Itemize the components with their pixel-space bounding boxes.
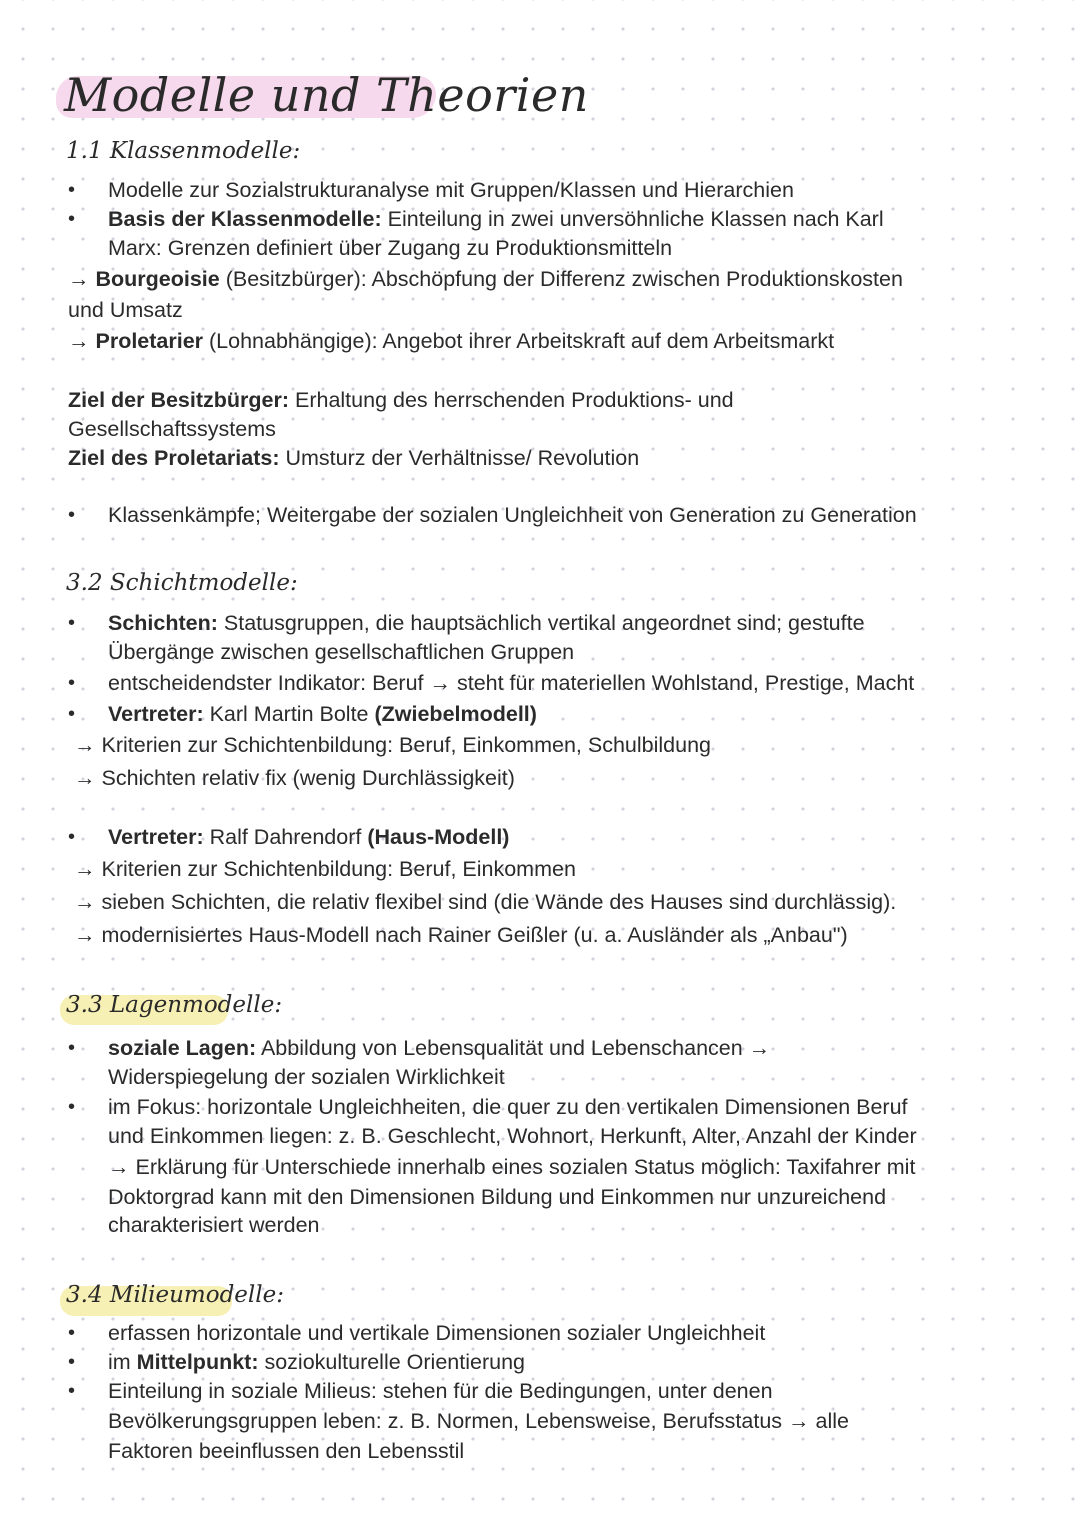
arrow-item: → Bourgeoisie (Besitzbürger): Abschöpfung der Differenz zwischen Produktionskosten — [68, 267, 903, 291]
arrow-item: → Kriterien zur Schichtenbildung: Beruf, Einkommen — [74, 857, 576, 881]
bullet-icon: • — [68, 1351, 76, 1373]
list-item: Modelle zur Sozialstrukturanalyse mit Gruppen/Klassen und Hierarchien — [108, 178, 794, 202]
list-item-continuation: charakterisiert werden — [108, 1213, 320, 1237]
bullet-icon: • — [68, 612, 76, 634]
bullet-icon: • — [68, 1322, 76, 1344]
goal-line: Ziel des Proletariats: Umsturz der Verhältnisse/ Revolution — [68, 446, 640, 470]
list-item-continuation: Faktoren beeinflussen den Lebensstil — [108, 1439, 465, 1463]
arrow-item-continuation: und Umsatz — [68, 298, 183, 322]
list-item-continuation: Bevölkerungsgruppen leben: z. B. Normen, Lebensweise, Berufsstatus → alle — [108, 1409, 849, 1433]
bullet-icon: • — [68, 504, 76, 526]
arrow-icon: → — [74, 766, 96, 790]
bullet-icon: • — [68, 826, 76, 848]
list-item: Klassenkämpfe; Weitergabe der sozialen Ungleichheit von Generation zu Generation — [108, 503, 917, 527]
list-item: Basis der Klassenmodelle: Einteilung in zwei unversöhnliche Klassen nach Karl — [108, 207, 884, 231]
arrow-icon: → — [74, 890, 96, 914]
list-item: Einteilung in soziale Milieus: stehen für die Bedingungen, unter denen — [108, 1379, 773, 1403]
bullet-icon: • — [68, 1037, 76, 1059]
list-item-continuation: Marx: Grenzen definiert über Zugang zu Produktionsmitteln — [108, 236, 673, 260]
list-item-continuation: Widerspiegelung der sozialen Wirklichkeit — [108, 1065, 505, 1089]
list-item: soziale Lagen: Abbildung von Lebensqualität und Lebenschancen → — [108, 1036, 771, 1060]
goal-line-continuation: Gesellschaftssystems — [68, 417, 276, 441]
bullet-icon: • — [68, 179, 76, 201]
list-item: erfassen horizontale und vertikale Dimensionen sozialer Ungleichheit — [108, 1321, 766, 1345]
arrow-icon: → — [74, 857, 96, 881]
section-heading-lagenmodelle: 3.3 Lagenmodelle: — [66, 992, 283, 1018]
bullet-icon: • — [68, 1096, 76, 1118]
arrow-icon: → — [68, 329, 90, 353]
section-heading-klassenmodelle: 1.1 Klassenmodelle: — [66, 138, 301, 164]
bullet-icon: • — [68, 1380, 76, 1402]
arrow-item: → sieben Schichten, die relativ flexibel sind (die Wände des Hauses sind durchlässig). — [74, 890, 897, 914]
bullet-icon: • — [68, 208, 76, 230]
arrow-item: → modernisiertes Haus-Modell nach Rainer Geißler (u. a. Ausländer als „Anbau") — [74, 923, 848, 947]
list-item-continuation: → Erklärung für Unterschiede innerhalb eines sozialen Status möglich: Taxifahrer mit — [108, 1155, 916, 1179]
bullet-icon: • — [68, 672, 76, 694]
section-heading-milieumodelle: 3.4 Milieumodelle: — [66, 1282, 284, 1308]
arrow-item: → Schichten relativ fix (wenig Durchlässigkeit) — [74, 766, 515, 790]
arrow-item: → Kriterien zur Schichtenbildung: Beruf, Einkommen, Schulbildung — [74, 733, 711, 757]
arrow-icon: → — [74, 923, 96, 947]
bullet-icon: • — [68, 703, 76, 725]
list-item: im Mittelpunkt: soziokulturelle Orientierung — [108, 1350, 525, 1374]
list-item: Schichten: Statusgruppen, die hauptsächlich vertikal angeordnet sind; gestufte — [108, 611, 865, 635]
list-item: entscheidendster Indikator: Beruf → steht für materiellen Wohlstand, Prestige, Macht — [108, 671, 915, 695]
arrow-icon: → — [74, 733, 96, 757]
section-heading-schichtmodelle: 3.2 Schichtmodelle: — [66, 570, 298, 596]
goal-line: Ziel der Besitzbürger: Erhaltung des herrschenden Produktions- und — [68, 388, 734, 412]
list-item-continuation: Doktorgrad kann mit den Dimensionen Bildung und Einkommen nur unzureichend — [108, 1185, 887, 1209]
arrow-item: → Proletarier (Lohnabhängige): Angebot ihrer Arbeitskraft auf dem Arbeitsmarkt — [68, 329, 835, 353]
list-item: im Fokus: horizontale Ungleichheiten, die quer zu den vertikalen Dimensionen Beruf — [108, 1095, 908, 1119]
list-item-continuation: und Einkommen liegen: z. B. Geschlecht, Wohnort, Herkunft, Alter, Anzahl der Kinder — [108, 1124, 917, 1148]
list-item-continuation: Übergänge zwischen gesellschaftlichen Gruppen — [108, 640, 575, 664]
page-title: Modelle und Theorien — [64, 68, 589, 122]
arrow-icon: → — [68, 267, 90, 291]
list-item: Vertreter: Karl Martin Bolte (Zwiebelmodell) — [108, 702, 537, 726]
list-item: Vertreter: Ralf Dahrendorf (Haus-Modell) — [108, 825, 510, 849]
